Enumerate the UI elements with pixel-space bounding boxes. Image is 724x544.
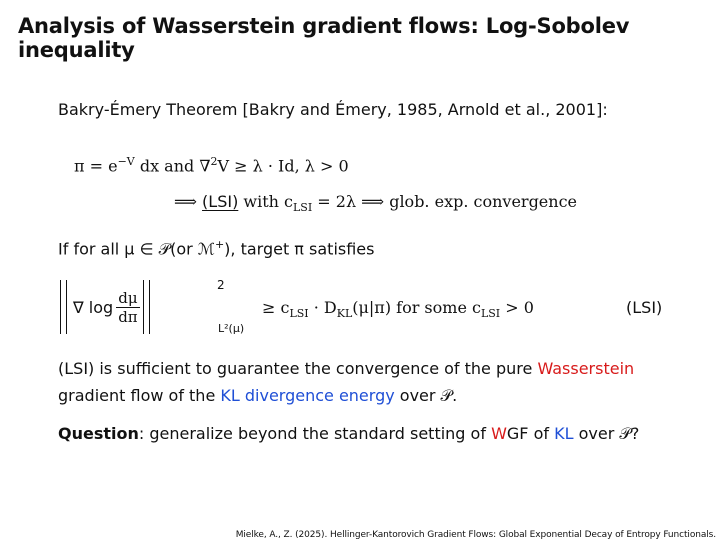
fraction-denominator: dπ bbox=[118, 307, 138, 326]
ineq-sub-2: KL bbox=[336, 307, 353, 321]
norm-exponent: 2 bbox=[217, 278, 225, 292]
norm-left-bar bbox=[60, 280, 67, 334]
iffor-text-a: If for all μ ∈ 𝒫(or ℳ bbox=[58, 239, 215, 259]
condition-rest-b: V ≥ λ · Id, λ > 0 bbox=[217, 156, 349, 176]
question-kl: KL bbox=[554, 424, 574, 443]
lsi-subscript: LSI bbox=[293, 201, 313, 215]
ineq-c: (μ|π) for some c bbox=[352, 298, 481, 317]
question-text-c: over 𝒫? bbox=[573, 424, 640, 443]
iffor-plus: + bbox=[214, 238, 225, 251]
para1-wasserstein: Wasserstein bbox=[537, 359, 635, 378]
slide-title: Analysis of Wasserstein gradient flows: Log-Sobolev inequality bbox=[18, 14, 630, 62]
ineq-a: ≥ c bbox=[262, 298, 290, 317]
condition-pi: π = e bbox=[74, 156, 118, 176]
question-label: Question bbox=[58, 424, 139, 443]
iffor-line bbox=[58, 238, 374, 259]
equals-text: = 2λ ⟹ glob. exp. convergence bbox=[312, 192, 578, 211]
lsi-inequality-rhs bbox=[262, 298, 534, 320]
norm-subscript: L²(μ) bbox=[218, 322, 245, 335]
ineq-d: > 0 bbox=[500, 298, 534, 317]
para2-kl-energy: KL divergence energy bbox=[220, 386, 395, 405]
question-w: W bbox=[491, 424, 507, 443]
norm-right-bar bbox=[143, 280, 150, 334]
paragraph-line-1 bbox=[58, 359, 634, 378]
fraction-numerator: dμ bbox=[118, 288, 138, 307]
condition-line bbox=[74, 155, 349, 175]
condition-rest-a: dx and ∇ bbox=[134, 156, 211, 176]
implication-line bbox=[174, 192, 577, 214]
fraction bbox=[116, 289, 139, 326]
equation-tag: (LSI) bbox=[626, 298, 663, 317]
lsi-inequality-lhs bbox=[60, 276, 150, 338]
lsi-label: (LSI) bbox=[202, 192, 239, 211]
iffor-text-b: ), target π satisfies bbox=[224, 239, 375, 259]
para1-text: (LSI) is sufficient to guarantee the convergence of the pure bbox=[58, 359, 538, 378]
para2-text-b: over 𝒫. bbox=[394, 386, 458, 405]
question-text-b: GF of bbox=[506, 424, 555, 443]
paragraph-line-2 bbox=[58, 386, 457, 406]
ineq-b: · D bbox=[308, 298, 337, 317]
ineq-sub-1: LSI bbox=[289, 307, 309, 321]
nabla-log: ∇ log bbox=[73, 297, 114, 317]
question-text-a: : generalize beyond the standard setting of bbox=[138, 424, 492, 443]
citation: Mielke, A., Z. (2025). Hellinger-Kantorovich Gradient Flows: Global Exponential Decay of Entropy Functionals. bbox=[235, 530, 716, 540]
condition-exponent: −V bbox=[117, 155, 135, 168]
theorem-heading: Bakry-Émery Theorem [Bakry and Émery, 1985, Arnold et al., 2001]: bbox=[58, 100, 608, 119]
condition-square: 2 bbox=[210, 155, 218, 168]
para2-text-a: gradient flow of the bbox=[58, 386, 221, 405]
with-text: with c bbox=[238, 192, 293, 211]
implies-arrow: ⟹ bbox=[174, 192, 203, 211]
question-line bbox=[58, 424, 639, 444]
ineq-sub-3: LSI bbox=[480, 307, 501, 321]
